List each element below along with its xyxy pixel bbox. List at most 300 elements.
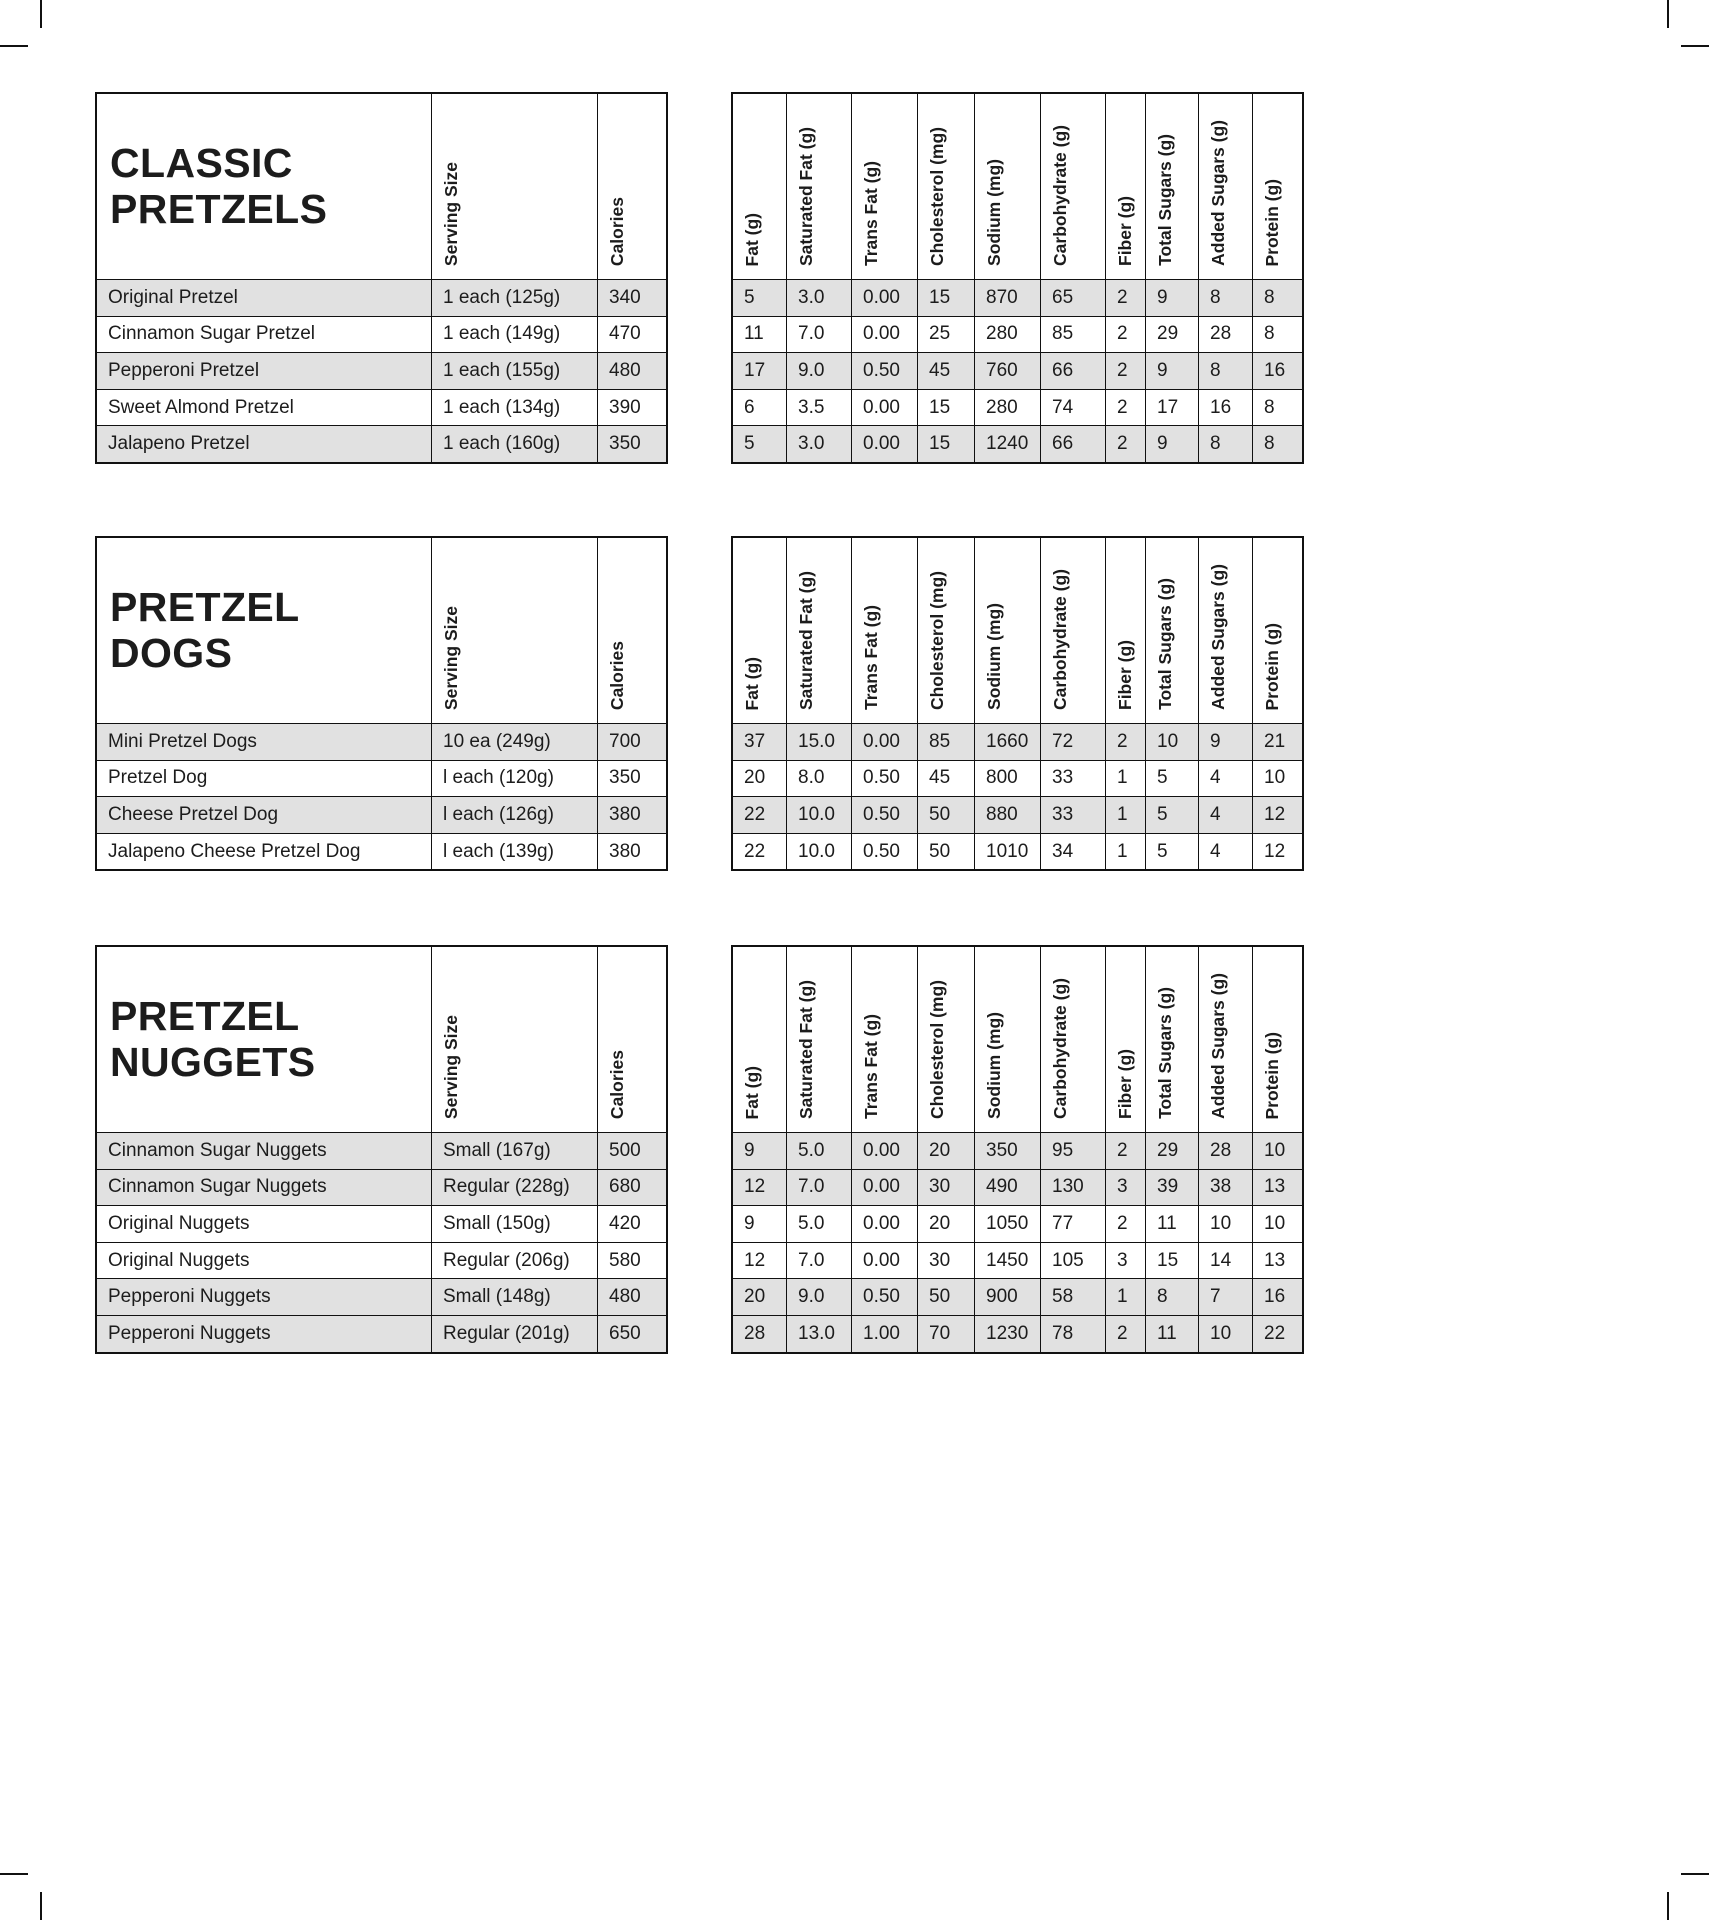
item-serving: l each (139g) [431,834,597,870]
nutrition-value: 0.50 [851,353,917,389]
nutrition-value: 1 [1105,834,1145,870]
nutrition-column-header [1252,947,1302,1132]
nutrition-column-header [1252,538,1302,723]
item-calories: 500 [597,1133,666,1169]
item-row [97,796,666,833]
nutrition-value: 5 [744,433,755,455]
nutrition-value: 78 [1040,1316,1105,1352]
nutrition-value: 10 [1145,724,1198,760]
nutrition-row [733,1242,1302,1279]
nutrition-column-label: Trans Fat (g) [861,160,881,266]
nutrition-value: 11 [1145,1316,1198,1352]
nutrition-column-label: Sodium (mg) [984,1012,1004,1119]
nutrition-column-label: Saturated Fat (g) [796,126,816,266]
nutrition-value: 105 [1040,1243,1105,1279]
nutrition-value: 4 [1198,761,1252,797]
nutrition-value: 29 [1145,1133,1198,1169]
nutrition-value: 9.0 [786,353,851,389]
nutrition-value: 3.0 [786,426,851,462]
item-serving: Small (150g) [431,1206,597,1242]
item-name: Cheese Pretzel Dog [108,803,279,825]
nutrition-value: 66 [1040,353,1105,389]
menu-section-classic-pretzels [95,92,1304,464]
item-calories: 580 [597,1243,666,1279]
item-name: Jalapeno Cheese Pretzel Dog [108,840,361,862]
nutrition-column-label: Fat (g) [742,656,762,710]
item-calories: 420 [597,1206,666,1242]
nutrition-table [731,92,1304,464]
nutrition-column-label: Added Sugars (g) [1208,120,1228,266]
nutrition-value: 6 [744,396,755,418]
nutrition-column-label: Saturated Fat (g) [796,570,816,710]
item-calories: 380 [597,834,666,870]
item-name: Pepperoni Nuggets [108,1286,271,1308]
item-serving: 1 each (125g) [431,280,597,316]
nutrition-column-header [1198,538,1252,723]
nutrition-column-header [786,538,851,723]
nutrition-value: 1450 [974,1243,1040,1279]
item-row [97,1242,666,1279]
nutrition-value: 0.00 [851,1206,917,1242]
nutrition-value: 77 [1040,1206,1105,1242]
nutrition-value: 11 [744,323,764,345]
nutrition-value: 0.50 [851,797,917,833]
nutrition-value: 280 [974,390,1040,426]
nutrition-value: 30 [917,1243,974,1279]
nutrition-column-label: Fiber (g) [1115,640,1135,710]
nutrition-value: 45 [917,761,974,797]
nutrition-value: 7 [1198,1279,1252,1315]
nutrition-value: 0.00 [851,1170,917,1206]
nutrition-value: 490 [974,1170,1040,1206]
nutrition-value: 15 [1145,1243,1198,1279]
nutrition-column-header [1145,947,1198,1132]
nutrition-column-label: Carbohydrate (g) [1050,125,1070,266]
nutrition-value: 280 [974,317,1040,353]
calories-label: Calories [607,1049,627,1119]
nutrition-row [733,796,1302,833]
nutrition-column-label: Fiber (g) [1115,1049,1135,1119]
nutrition-column-header [1105,538,1145,723]
calories-label: Calories [607,196,627,266]
item-calories: 380 [597,797,666,833]
section-title: NUGGETS [110,1038,316,1085]
nutrition-value: 2 [1105,353,1145,389]
nutrition-value: 85 [917,724,974,760]
nutrition-row [733,389,1302,426]
nutrition-value: 95 [1040,1133,1105,1169]
nutrition-row [733,352,1302,389]
item-serving: l each (120g) [431,761,597,797]
item-calories: 480 [597,353,666,389]
nutrition-value: 0.00 [851,317,917,353]
item-serving: Small (148g) [431,1279,597,1315]
nutrition-column-header [917,94,974,279]
nutrition-value: 25 [917,317,974,353]
nutrition-column-header [917,947,974,1132]
item-serving: 1 each (134g) [431,390,597,426]
calories-label: Calories [607,640,627,710]
nutrition-column-label: Fat (g) [742,212,762,266]
item-calories: 650 [597,1316,666,1352]
nutrition-row [733,833,1302,870]
item-row [97,1205,666,1242]
item-serving: Regular (206g) [431,1243,597,1279]
item-name: Mini Pretzel Dogs [108,730,257,752]
nutrition-column-header [1252,94,1302,279]
nutrition-value: 39 [1145,1170,1198,1206]
item-row [97,352,666,389]
item-row [97,760,666,797]
nutrition-value: 33 [1040,797,1105,833]
crop-mark [40,0,42,28]
nutrition-value: 8 [1252,390,1302,426]
item-row [97,316,666,353]
nutrition-value: 28 [1198,1133,1252,1169]
nutrition-row [733,1278,1302,1315]
calories-header [597,538,666,723]
nutrition-value: 5.0 [786,1133,851,1169]
nutrition-value: 9 [1145,353,1198,389]
items-table [95,92,668,464]
crop-mark [1667,1892,1669,1920]
item-serving: l each (126g) [431,797,597,833]
nutrition-value: 10 [1198,1316,1252,1352]
item-row [97,279,666,316]
nutrition-value: 900 [974,1279,1040,1315]
crop-mark [0,45,28,47]
item-calories: 350 [597,761,666,797]
section-title: PRETZEL [110,993,300,1040]
nutrition-value: 15 [917,280,974,316]
nutrition-header-row [733,538,1302,723]
item-name: Jalapeno Pretzel [108,433,250,455]
nutrition-column-header [1198,94,1252,279]
nutrition-value: 1010 [974,834,1040,870]
nutrition-value: 0.50 [851,761,917,797]
item-calories: 680 [597,1170,666,1206]
item-name: Original Nuggets [108,1249,250,1271]
nutrition-column-header [733,94,786,279]
nutrition-value: 800 [974,761,1040,797]
nutrition-row [733,1315,1302,1352]
item-name: Pepperoni Pretzel [108,359,260,381]
nutrition-value: 5 [1145,797,1198,833]
section-title: PRETZEL [110,584,300,631]
item-calories: 350 [597,426,666,462]
nutrition-value: 2 [1105,390,1145,426]
item-calories: 390 [597,390,666,426]
nutrition-value: 8.0 [786,761,851,797]
nutrition-row [733,723,1302,760]
nutrition-value: 21 [1252,724,1302,760]
nutrition-table [731,945,1304,1354]
nutrition-column-label: Saturated Fat (g) [796,979,816,1119]
nutrition-value: 2 [1105,317,1145,353]
nutrition-value: 11 [1145,1206,1198,1242]
nutrition-value: 72 [1040,724,1105,760]
nutrition-value: 70 [917,1316,974,1352]
nutrition-value: 14 [1198,1243,1252,1279]
nutrition-value: 28 [744,1322,766,1344]
nutrition-column-label: Carbohydrate (g) [1050,978,1070,1119]
item-row [97,833,666,870]
item-name: Original Pretzel [108,286,238,308]
nutrition-table [731,536,1304,871]
nutrition-value: 65 [1040,280,1105,316]
nutrition-value: 15.0 [786,724,851,760]
nutrition-value: 350 [974,1133,1040,1169]
items-header-row [97,538,666,723]
menu-section-pretzel-nuggets [95,945,1304,1354]
item-row [97,1278,666,1315]
nutrition-column-header [974,947,1040,1132]
crop-mark [1681,1873,1709,1875]
nutrition-column-label: Protein (g) [1262,1031,1282,1119]
items-table [95,945,668,1354]
nutrition-column-header [733,947,786,1132]
nutrition-column-header [1145,94,1198,279]
nutrition-column-label: Trans Fat (g) [861,1013,881,1119]
nutrition-value: 8 [1252,317,1302,353]
nutrition-row [733,1169,1302,1206]
item-serving: Regular (228g) [431,1170,597,1206]
nutrition-value: 5.0 [786,1206,851,1242]
nutrition-value: 9.0 [786,1279,851,1315]
nutrition-column-header [851,947,917,1132]
nutrition-value: 3.0 [786,280,851,316]
nutrition-value: 2 [1105,280,1145,316]
item-row [97,723,666,760]
item-row [97,1132,666,1169]
nutrition-value: 0.00 [851,724,917,760]
nutrition-column-header [1040,538,1105,723]
nutrition-value: 74 [1040,390,1105,426]
nutrition-value: 1050 [974,1206,1040,1242]
nutrition-value: 2 [1105,724,1145,760]
nutrition-value: 20 [917,1133,974,1169]
section-title-cell [97,538,431,723]
nutrition-column-label: Carbohydrate (g) [1050,569,1070,710]
nutrition-row [733,279,1302,316]
nutrition-value: 16 [1252,1279,1302,1315]
nutrition-row [733,1205,1302,1242]
crop-mark [1667,0,1669,28]
item-serving: Small (167g) [431,1133,597,1169]
item-calories: 480 [597,1279,666,1315]
menu-section-pretzel-dogs [95,536,1304,871]
nutrition-value: 7.0 [786,1243,851,1279]
nutrition-value: 22 [744,840,766,862]
nutrition-column-header [1105,947,1145,1132]
nutrition-value: 2 [1105,1206,1145,1242]
nutrition-column-label: Fat (g) [742,1065,762,1119]
serving-size-header [431,947,597,1132]
item-calories: 470 [597,317,666,353]
nutrition-value: 5 [744,286,755,308]
nutrition-value: 1 [1105,761,1145,797]
nutrition-value: 37 [744,730,766,752]
nutrition-header-row [733,947,1302,1132]
nutrition-value: 16 [1198,390,1252,426]
nutrition-column-header [851,94,917,279]
section-title: CLASSIC [110,140,293,187]
nutrition-value: 0.00 [851,1243,917,1279]
nutrition-value: 20 [917,1206,974,1242]
nutrition-column-header [786,94,851,279]
nutrition-column-label: Cholesterol (mg) [927,570,947,710]
nutrition-value: 8 [1198,353,1252,389]
items-header-row [97,94,666,279]
nutrition-value: 0.00 [851,280,917,316]
nutrition-value: 20 [744,1286,766,1308]
nutrition-value: 8 [1198,426,1252,462]
crop-mark [1681,45,1709,47]
items-header-row [97,947,666,1132]
nutrition-value: 10 [1252,1206,1302,1242]
nutrition-column-label: Added Sugars (g) [1208,564,1228,710]
nutrition-value: 2 [1105,426,1145,462]
crop-mark [0,1873,28,1875]
nutrition-value: 880 [974,797,1040,833]
nutrition-column-label: Sodium (mg) [984,603,1004,710]
nutrition-value: 870 [974,280,1040,316]
nutrition-value: 2 [1105,1133,1145,1169]
nutrition-value: 3 [1105,1243,1145,1279]
nutrition-column-header [733,538,786,723]
nutrition-value: 1.00 [851,1316,917,1352]
nutrition-value: 0.50 [851,834,917,870]
item-name: Original Nuggets [108,1212,250,1234]
item-name: Cinnamon Sugar Nuggets [108,1139,327,1161]
nutrition-value: 130 [1040,1170,1105,1206]
nutrition-column-header [1040,947,1105,1132]
nutrition-column-label: Total Sugars (g) [1155,134,1175,266]
nutrition-value: 0.00 [851,1133,917,1169]
item-name: Cinnamon Sugar Nuggets [108,1176,327,1198]
nutrition-value: 5 [1145,761,1198,797]
nutrition-value: 9 [1198,724,1252,760]
nutrition-value: 50 [917,834,974,870]
section-title: PRETZELS [110,185,328,232]
nutrition-column-label: Total Sugars (g) [1155,987,1175,1119]
nutrition-column-label: Fiber (g) [1115,196,1135,266]
nutrition-column-header [1145,538,1198,723]
nutrition-row [733,760,1302,797]
nutrition-column-header [1198,947,1252,1132]
nutrition-value: 17 [1145,390,1198,426]
nutrition-value: 15 [917,390,974,426]
nutrition-value: 13 [1252,1243,1302,1279]
nutrition-row [733,1132,1302,1169]
nutrition-column-header [917,538,974,723]
section-title-cell [97,947,431,1132]
nutrition-value: 2 [1105,1316,1145,1352]
serving-size-label: Serving Size [441,161,461,266]
nutrition-value: 9 [1145,280,1198,316]
serving-size-label: Serving Size [441,1014,461,1119]
serving-size-header [431,94,597,279]
nutrition-value: 13 [1252,1170,1302,1206]
nutrition-value: 760 [974,353,1040,389]
item-serving: 1 each (160g) [431,426,597,462]
nutrition-value: 34 [1040,834,1105,870]
item-name: Cinnamon Sugar Pretzel [108,323,315,345]
nutrition-value: 33 [1040,761,1105,797]
item-row [97,389,666,426]
nutrition-value: 66 [1040,426,1105,462]
nutrition-value: 0.00 [851,390,917,426]
nutrition-column-label: Added Sugars (g) [1208,973,1228,1119]
nutrition-value: 3.5 [786,390,851,426]
nutrition-value: 7.0 [786,1170,851,1206]
nutrition-value: 9 [744,1212,755,1234]
nutrition-column-label: Protein (g) [1262,622,1282,710]
nutrition-column-header [1105,94,1145,279]
nutrition-value: 10 [1252,1133,1302,1169]
nutrition-value: 13.0 [786,1316,851,1352]
nutrition-value: 50 [917,1279,974,1315]
nutrition-column-label: Sodium (mg) [984,159,1004,266]
nutrition-value: 0.50 [851,1279,917,1315]
nutrition-value: 1 [1105,1279,1145,1315]
crop-mark [40,1892,42,1920]
nutrition-column-header [974,94,1040,279]
nutrition-value: 22 [744,803,766,825]
nutrition-value: 8 [1198,280,1252,316]
nutrition-value: 8 [1252,280,1302,316]
nutrition-value: 17 [744,359,766,381]
nutrition-value: 8 [1145,1279,1198,1315]
item-serving: 10 ea (249g) [431,724,597,760]
nutrition-value: 1 [1105,797,1145,833]
item-row [97,425,666,462]
item-serving: Regular (201g) [431,1316,597,1352]
nutrition-value: 10 [1198,1206,1252,1242]
item-name: Pepperoni Nuggets [108,1322,271,1344]
section-title: DOGS [110,629,233,676]
nutrition-value: 4 [1198,797,1252,833]
section-title-cell [97,94,431,279]
item-calories: 700 [597,724,666,760]
nutrition-column-header [974,538,1040,723]
nutrition-value: 16 [1252,353,1302,389]
nutrition-value: 45 [917,353,974,389]
nutrition-value: 12 [1252,797,1302,833]
nutrition-value: 15 [917,426,974,462]
nutrition-value: 8 [1252,426,1302,462]
calories-header [597,94,666,279]
calories-header [597,947,666,1132]
nutrition-value: 38 [1198,1170,1252,1206]
nutrition-value: 10 [1252,761,1302,797]
nutrition-value: 3 [1105,1170,1145,1206]
nutrition-value: 9 [1145,426,1198,462]
nutrition-column-label: Cholesterol (mg) [927,126,947,266]
nutrition-value: 9 [744,1139,755,1161]
nutrition-column-label: Cholesterol (mg) [927,979,947,1119]
item-name: Sweet Almond Pretzel [108,396,294,418]
nutrition-value: 22 [1252,1316,1302,1352]
nutrition-column-header [851,538,917,723]
nutrition-value: 12 [744,1176,766,1198]
item-row [97,1169,666,1206]
nutrition-row [733,316,1302,353]
nutrition-column-label: Trans Fat (g) [861,604,881,710]
nutrition-column-header [1040,94,1105,279]
serving-size-label: Serving Size [441,605,461,710]
nutrition-value: 5 [1145,834,1198,870]
